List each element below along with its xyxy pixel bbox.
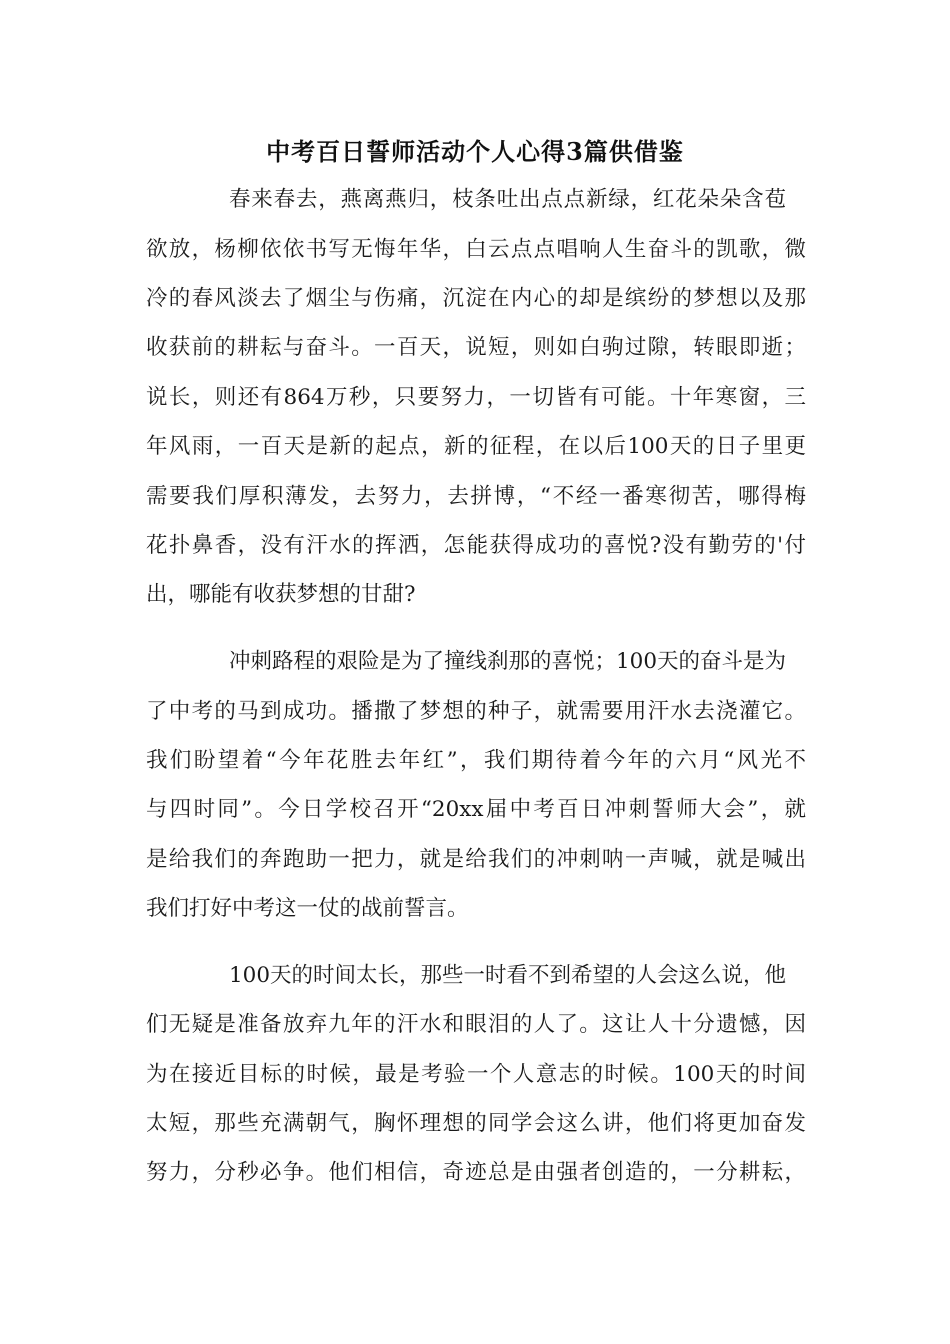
paragraph-1-line: 年风雨，一百天是新的起点，新的征程，在以后100天的日子里更 <box>146 434 806 459</box>
paragraph-1-line: 春来春去，燕离燕归，枝条吐出点点新绿，红花朵朵含苞 <box>229 187 786 212</box>
document-title: 中考百日誓师活动个人心得3篇供借鉴 <box>266 137 684 166</box>
paragraph-2-line: 我们盼望着“今年花胜去年红”，我们期待着今年的六月“风光不 <box>146 748 806 773</box>
paragraph-3-line: 为在接近目标的时候，最是考验一个人意志的时候。100天的时间 <box>146 1062 806 1087</box>
paragraph-2-line: 了中考的马到成功。播撒了梦想的种子，就需要用汗水去浇灌它。 <box>146 699 806 724</box>
paragraph-1-line: 出，哪能有收获梦想的甘甜? <box>146 582 416 607</box>
paragraph-2-line: 是给我们的奔跑助一把力，就是给我们的冲刺呐一声喊，就是喊出 <box>146 847 806 872</box>
paragraph-1-line: 收获前的耕耘与奋斗。一百天，说短，则如白驹过隙，转眼即逝； <box>146 335 806 360</box>
paragraph-1-line: 冷的春风淡去了烟尘与伤痛，沉淀在内心的却是缤纷的梦想以及那 <box>146 286 806 311</box>
paragraph-3-line: 们无疑是准备放弃九年的汗水和眼泪的人了。这让人十分遗憾，因 <box>146 1012 806 1037</box>
paragraph-1-line: 需要我们厚积薄发，去努力，去拼博，“不经一番寒彻苦，哪得梅 <box>146 484 806 509</box>
paragraph-3-line: 努力，分秒必争。他们相信，奇迹总是由强者创造的，一分耕耘， <box>146 1160 806 1185</box>
paragraph-2-line: 与四时同”。今日学校召开“20xx届中考百日冲刺誓师大会”，就 <box>146 797 806 822</box>
paragraph-3-line: 太短，那些充满朝气，胸怀理想的同学会这么讲，他们将更加奋发 <box>146 1111 806 1136</box>
paragraph-1-line: 说长，则还有864万秒，只要努力，一切皆有可能。十年寒窗，三 <box>146 385 806 410</box>
paragraph-1-line: 花扑鼻香，没有汗水的挥洒，怎能获得成功的喜悦?没有勤劳的'付 <box>146 533 806 558</box>
paragraph-1-line: 欲放，杨柳依依书写无悔年华，白云点点唱响人生奋斗的凯歌，微 <box>146 237 806 262</box>
paragraph-3-line: 100天的时间太长，那些一时看不到希望的人会这么说，他 <box>229 963 787 988</box>
paragraph-2-line: 我们打好中考这一仗的战前誓言。 <box>146 896 469 921</box>
paragraph-2-line: 冲刺路程的艰险是为了撞线刹那的喜悦；100天的奋斗是为 <box>229 649 787 674</box>
